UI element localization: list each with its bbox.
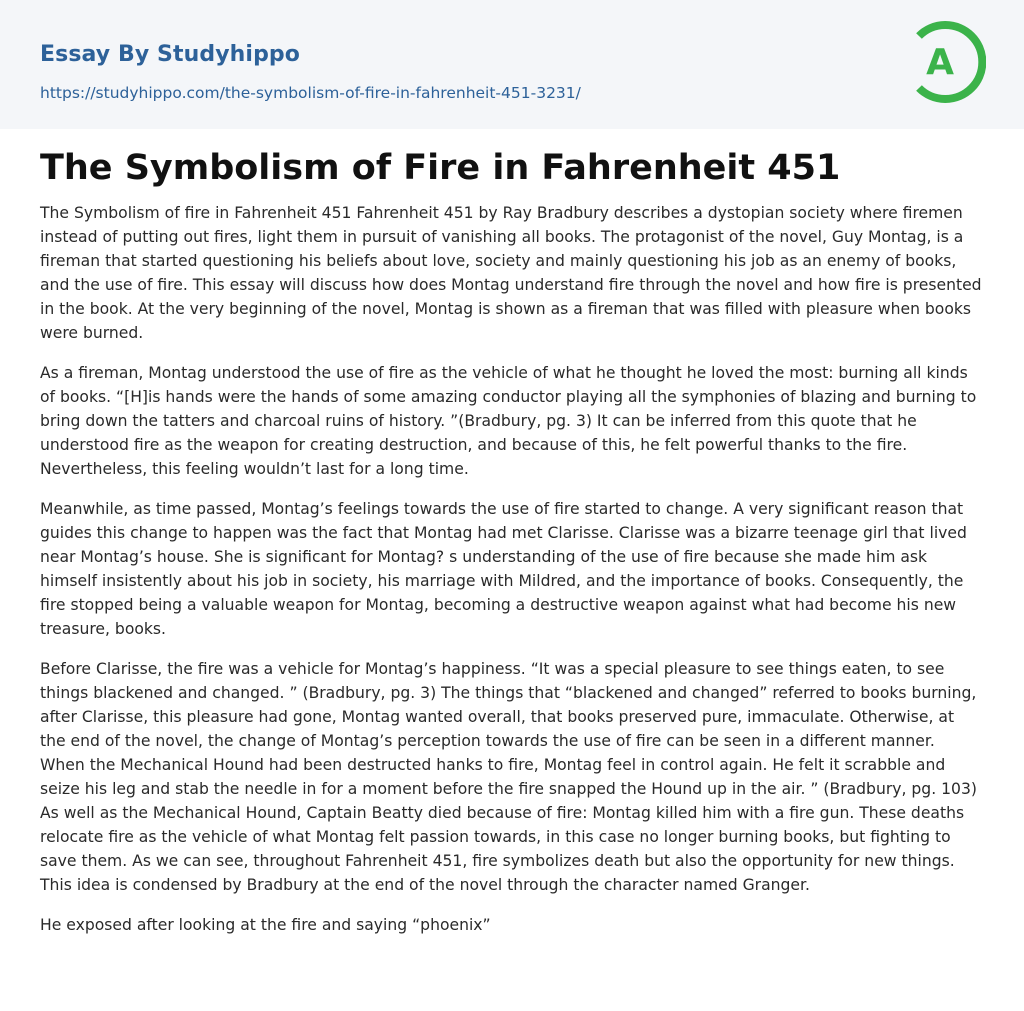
studyhippo-logo-icon[interactable] bbox=[912, 19, 986, 105]
article-title: The Symbolism of Fire in Fahrenheit 451 bbox=[40, 148, 841, 188]
site-header bbox=[0, 0, 1024, 129]
article-paragraph: He exposed after looking at the fire and saying “phoenix” bbox=[40, 916, 491, 934]
article-paragraph: Meanwhile, as time passed, Montag’s feelings towards the use of fire started to change. A very significant reason that guides this change to happen was the fact that Montag had met Clarisse. Clarisse was a bizarre teenage girl that lived near Montag’s house. She is significant for Montag? s understanding of the use of fire because she made him ask himself insistently about his job in society, his marriage with Mildred, and the importance of books. Consequently, the fire stopped being a valuable weapon for Montag, becoming a destructive weapon against what had become his new treasure, books. bbox=[40, 500, 967, 638]
article-paragraph: As a fireman, Montag understood the use of fire as the vehicle of what he thought he loved the most: burning all kinds of books. “[H]is hands were the hands of some amazing conductor playing all the symphonies of blazing and burning to bring down the tatters and charcoal ruins of history. ”(Bradbury, pg. 3) It can be inferred from this quote that he understood fire as the weapon for creating destruction, and because of this, he felt powerful thanks to the fire. Nevertheless, this feeling wouldn’t last for a long time. bbox=[40, 364, 977, 478]
source-url-link[interactable]: https://studyhippo.com/the-symbolism-of-fire-in-fahrenheit-451-3231/ bbox=[40, 84, 581, 102]
brand-title[interactable]: Essay By Studyhippo bbox=[40, 42, 300, 67]
article bbox=[40, 145, 984, 953]
article-paragraph: The Symbolism of fire in Fahrenheit 451 Fahrenheit 451 by Ray Bradbury describes a dystopian society where firemen instead of putting out fires, light them in pursuit of vanishing all books. The protagonist of the novel, Guy Montag, is a fireman that started questioning his beliefs about love, society and mainly questioning his job as an enemy of books, and the use of fire. This essay will discuss how does Montag understand fire through the novel and how fire is presented in the book. At the very beginning of the novel, Montag is shown as a fireman that was filled with pleasure when books were burned. bbox=[40, 204, 982, 342]
article-paragraph: Before Clarisse, the fire was a vehicle for Montag’s happiness. “It was a special pleasure to see things eaten, to see things blackened and changed. ” (Bradbury, pg. 3) The things that “blackened and changed” referred to books burning, after Clarisse, this pleasure had gone, Montag wanted overall, that books preserved pure, immaculate. Otherwise, at the end of the novel, the change of Montag’s perception towards the use of fire can be seen in a different manner. When the Mechanical Hound had been destructed hanks to fire, Montag feel in control again. He felt it scrabble and seize his leg and stab the needle in for a moment before the fire snapped the Hound up in the air. ” (Bradbury, pg. 103) As well as the Mechanical Hound, Captain Beatty died because of fire: Montag killed him with a fire gun. These deaths relocate fire as the vehicle of what Montag felt passion towards, in this case no longer burning books, but fighting to save them. As we can see, throughout Fahrenheit 451, fire symbolizes death but also the opportunity for new things. This idea is condensed by Bradbury at the end of the novel through the character named Granger. bbox=[40, 660, 977, 894]
logo-letter: A bbox=[926, 42, 954, 83]
